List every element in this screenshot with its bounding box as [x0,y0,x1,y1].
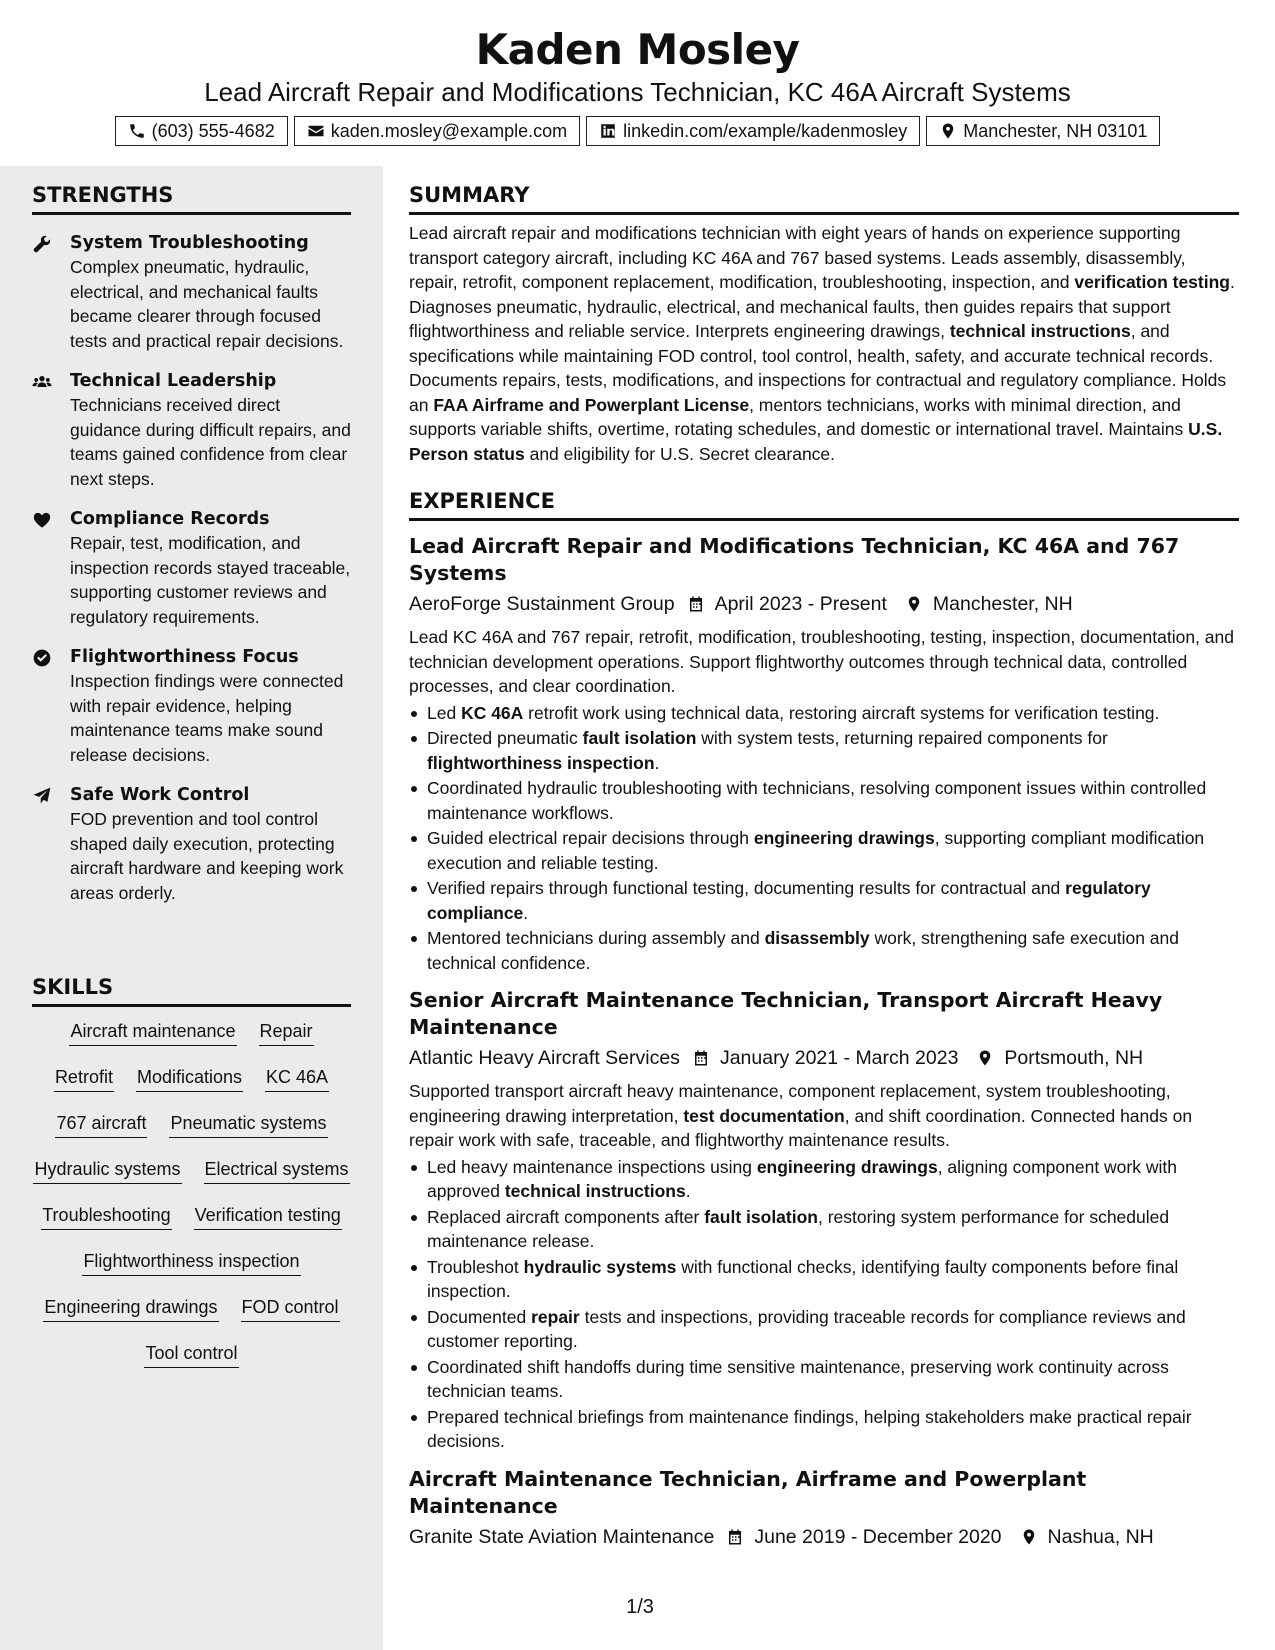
job-bullet: Troubleshot hydraulic systems with functional checks, identifying faulty components before final inspection. [409,1255,1239,1304]
skills-list [32,1007,351,1385]
contact-linkedin-text: linkedin.com/example/kadenmosley [623,120,908,141]
strength-item [32,231,351,353]
job-dates: June 2019 - December 2020 [754,1525,1002,1548]
job-location: Nashua, NH [1047,1525,1154,1548]
job-bullet: Led KC 46A retrofit work using technical data, restoring aircraft systems for verification testing. [409,701,1239,726]
skill-tag: Troubleshooting [41,1201,171,1230]
job-company: Atlantic Heavy Aircraft Services [409,1047,680,1069]
job-meta [409,1043,1239,1073]
job-bullet: Replaced aircraft components after fault isolation, restoring system performance for scheduled maintenance release. [409,1205,1239,1254]
strength-item [32,783,351,905]
job-description: Lead KC 46A and 767 repair, retrofit, modification, troubleshooting, testing, inspection, documentation, and technician development operations. Support flightworthy outcomes through technical data, controlled processes, and clear coordination. [409,627,1234,696]
job-title: Senior Aircraft Maintenance Technician, Transport Aircraft Heavy Maintenance [409,988,1163,1039]
skill-tag: 767 aircraft [55,1109,147,1138]
strength-item [32,507,351,629]
job-description: Supported transport aircraft heavy maintenance, component replacement, system troubleshooting, engineering drawing interpretation, test documentation, and shift coordination. Connected hands on repair work with safe, traceable, and flightworthy maintenance results. [409,1081,1193,1150]
strength-title: Flightworthiness Focus [70,647,299,667]
skill-tag: Repair [259,1017,314,1046]
skill-tag: Engineering drawings [43,1293,218,1322]
contact-location[interactable] [926,116,1160,146]
calendar-icon [692,1049,710,1067]
resume-header [0,0,1275,166]
main-content [409,166,1239,1552]
skill-tag: FOD control [241,1293,340,1322]
skill-tag: Retrofit [54,1063,114,1092]
summary-heading: SUMMARY [409,166,1239,215]
calendar-icon [726,1528,744,1546]
contact-phone[interactable] [115,116,288,146]
job-bullet: Coordinated hydraulic troubleshooting with technicians, resolving component issues within controlled maintenance workflows. [409,776,1239,825]
job-company: Granite State Aviation Maintenance [409,1525,715,1548]
job-bullet: Directed pneumatic fault isolation with system tests, returning repaired components for flightworthiness inspection. [409,726,1239,775]
contact-phone-text: (603) 555-4682 [151,120,275,141]
strength-title: Safe Work Control [70,785,250,805]
summary-text: Lead aircraft repair and modifications technician with eight years of hands on experience supporting transport category aircraft, including KC 46A and 767 based systems. Leads assembly, disassembly, repair, retrofit, component replacement, modification, troubleshooting, inspection, and verification testing. Diagnoses pneumatic, hydraulic, electrical, and mechanical faults, then guides repairs that support flightworthiness and reliable service. Interprets engineering drawings, technical instructions, and specifications while maintaining FOD control, tool control, health, safety, and accurate technical records. Documents repairs, tests, modifications, and inspections for contractual and regulatory compliance. Holds an FAA Airframe and Powerplant License, mentors technicians, works with minimal direction, and supports variable shifts, overtime, rotating schedules, and domestic or international travel. Maintains U.S. Person status and eligibility for U.S. Secret clearance. [409,223,1235,464]
skill-tag: Verification testing [194,1201,342,1230]
envelope-icon [307,122,325,140]
job-company: AeroForge Sustainment Group [409,593,675,615]
strength-item [32,369,351,491]
strength-title: System Troubleshooting [70,233,309,253]
map-pin-icon [1020,1528,1038,1546]
skill-tag: Aircraft maintenance [69,1017,236,1046]
candidate-title: Lead Aircraft Repair and Modifications Technician, KC 46A Aircraft Systems [204,77,1071,107]
heart-icon [32,510,52,530]
contact-bar [0,116,1275,146]
linkedin-icon [599,122,617,140]
map-pin-icon [976,1049,994,1067]
strength-item [32,645,351,767]
job-meta [409,1522,1239,1552]
page-number: 1/3 [626,1596,654,1618]
job-bullets [409,1155,1239,1454]
job-bullet: Mentored technicians during assembly and disassembly work, strengthening safe execution and technical confidence. [409,926,1239,975]
job-dates: April 2023 - Present [714,593,887,615]
job-bullet: Led heavy maintenance inspections using engineering drawings, aligning component work with approved technical instructions. [409,1155,1239,1204]
phone-icon [128,122,146,140]
skill-tag: Electrical systems [204,1155,350,1184]
skill-tag: Modifications [136,1063,243,1092]
map-pin-icon [905,595,923,613]
sidebar [0,166,383,1650]
strength-title: Compliance Records [70,509,270,529]
strength-description: Repair, test, modification, and inspection records stayed traceable, supporting customer reviews and regulatory requirements. [70,533,351,627]
wrench-icon [32,234,52,254]
contact-location-text: Manchester, NH 03101 [963,120,1148,141]
job-dates: January 2021 - March 2023 [719,1047,959,1069]
calendar-icon [687,595,705,613]
strength-title: Technical Leadership [70,371,277,391]
strengths-heading: STRENGTHS [32,166,351,215]
skills-section [32,958,351,1385]
strengths-section [32,166,351,905]
users-icon [32,372,52,392]
experience-list [409,533,1239,1552]
contact-email-text: kaden.mosley@example.com [330,120,568,141]
skills-heading: SKILLS [32,958,351,1007]
contact-email[interactable] [294,116,580,146]
job-bullet: Coordinated shift handoffs during time sensitive maintenance, preserving work continuity across technician teams. [409,1355,1239,1404]
strength-description: Inspection findings were connected with repair evidence, helping maintenance teams make sound release decisions. [70,671,344,765]
job-bullet: Verified repairs through functional testing, documenting results for contractual and regulatory compliance. [409,876,1239,925]
job-entry [409,987,1239,1454]
job-bullet: Prepared technical briefings from maintenance findings, helping stakeholders make practical repair decisions. [409,1405,1239,1454]
job-title: Aircraft Maintenance Technician, Airframe and Powerplant Maintenance [409,1466,1087,1518]
paper-plane-icon [32,786,52,806]
job-location: Portsmouth, NH [1004,1047,1144,1069]
job-meta [409,589,1239,619]
strength-description: FOD prevention and tool control shaped daily execution, protecting aircraft hardware and keeping work areas orderly. [70,809,344,903]
skill-tag: Hydraulic systems [33,1155,181,1184]
job-location: Manchester, NH [932,593,1073,615]
contact-linkedin[interactable] [586,116,920,146]
skill-tag: Tool control [144,1339,238,1368]
job-bullets [409,701,1239,976]
skill-tag: KC 46A [265,1063,329,1092]
job-title: Lead Aircraft Repair and Modifications Technician, KC 46A and 767 Systems [409,534,1180,585]
candidate-name: Kaden Mosley [475,25,800,74]
strength-description: Technicians received direct guidance during difficult repairs, and teams gained confidence from clear next steps. [70,395,351,489]
strength-description: Complex pneumatic, hydraulic, electrical, and mechanical faults became clearer through focused tests and practical repair decisions. [70,257,344,351]
job-bullet: Guided electrical repair decisions through engineering drawings, supporting compliant modification execution and reliable testing. [409,826,1239,875]
map-pin-icon [939,122,957,140]
skill-tag: Flightworthiness inspection [82,1247,300,1276]
experience-heading: EXPERIENCE [409,472,1239,521]
job-entry [409,1466,1239,1552]
check-circle-icon [32,648,52,668]
job-entry [409,533,1239,975]
skill-tag: Pneumatic systems [169,1109,327,1138]
job-bullet: Documented repair tests and inspections, providing traceable records for compliance reviews and customer reporting. [409,1305,1239,1354]
